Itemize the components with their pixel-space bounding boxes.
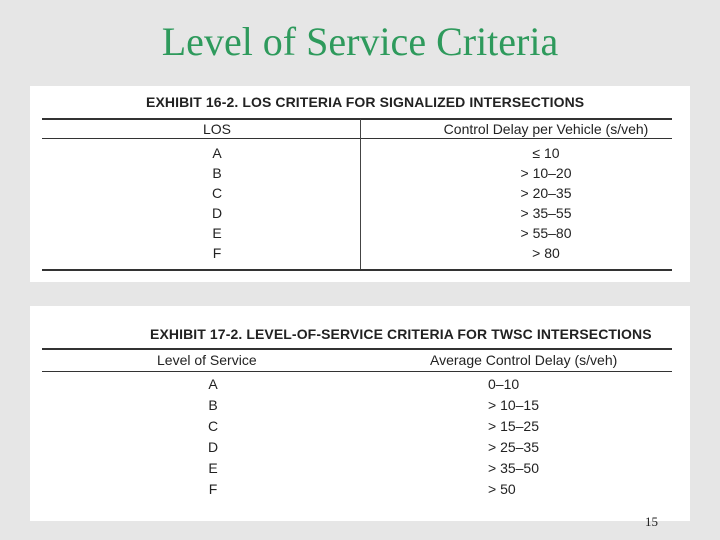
los-cell: C: [211, 185, 223, 201]
page-number: 15: [645, 514, 658, 529]
table-row: [42, 183, 672, 203]
los-cell: F: [208, 481, 218, 497]
delay-cell: > 35–55: [520, 205, 572, 221]
table-row: [42, 143, 672, 163]
los-cell: C: [207, 418, 219, 434]
delay-cell: > 50: [488, 481, 516, 497]
table-row: [42, 479, 672, 499]
slide-title: Level of Service Criteria: [161, 19, 559, 64]
delay-cell: > 20–35: [520, 185, 572, 201]
table-row: [42, 203, 672, 223]
table-row: [42, 223, 672, 243]
table-row: [42, 163, 672, 183]
column-header-delay: Average Control Delay (s/veh): [430, 352, 618, 368]
column-header-delay: Control Delay per Vehicle (s/veh): [443, 121, 649, 137]
delay-cell: 0–10: [488, 376, 520, 392]
delay-cell: > 10–15: [488, 397, 539, 413]
los-cell: B: [212, 165, 222, 181]
delay-cell: ≤ 10: [532, 145, 560, 161]
exhibit-title: EXHIBIT 16-2. LOS CRITERIA FOR SIGNALIZED INTERSECTIONS: [146, 94, 585, 110]
delay-cell: > 35–50: [488, 460, 539, 476]
table-header-row: [42, 119, 672, 139]
delay-cell: > 25–35: [488, 439, 539, 455]
table-row: [42, 243, 672, 263]
exhibit-16-2-panel: [30, 86, 690, 282]
delay-cell: > 10–20: [520, 165, 572, 181]
table-row: [42, 416, 672, 436]
los-cell: D: [207, 439, 219, 455]
column-header-los: Level of Service: [157, 352, 257, 368]
column-header-los: LOS: [202, 121, 231, 137]
los-cell: D: [211, 205, 223, 221]
delay-cell: > 55–80: [520, 225, 572, 241]
delay-cell: > 80: [532, 245, 560, 261]
delay-cell: > 15–25: [488, 418, 539, 434]
los-cell: E: [208, 460, 218, 476]
table-row: [42, 374, 672, 394]
bottom-rule: [42, 269, 672, 271]
exhibit-17-2-panel: [30, 306, 690, 521]
los-cell: F: [212, 245, 222, 261]
exhibit-title: EXHIBIT 17-2. LEVEL-OF-SERVICE CRITERIA FOR TWSC INTERSECTIONS: [150, 326, 652, 342]
los-cell: B: [208, 397, 218, 413]
header-rule: [42, 371, 672, 372]
table-row: [42, 395, 672, 415]
table-row: [42, 437, 672, 457]
table-header-row: [42, 350, 672, 370]
los-cell: A: [208, 376, 218, 392]
los-cell: E: [212, 225, 222, 241]
table-row: [42, 458, 672, 478]
los-cell: A: [212, 145, 222, 161]
